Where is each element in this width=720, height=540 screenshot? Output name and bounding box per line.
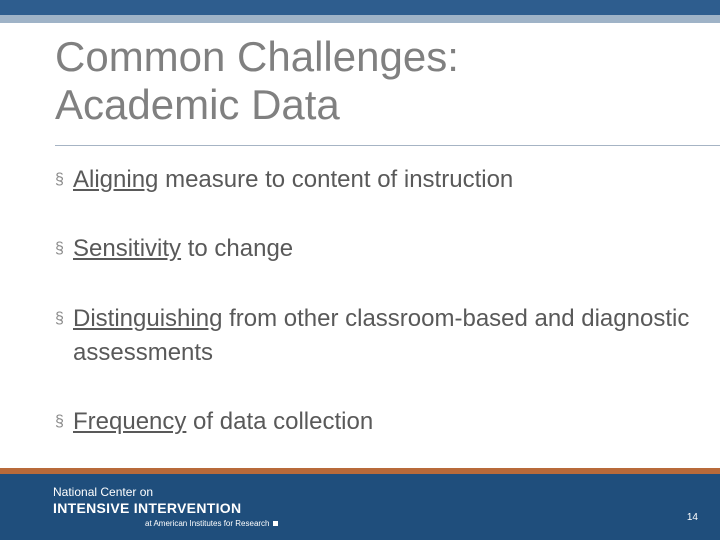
slide-title-line2: Academic Data — [55, 81, 340, 128]
logo-line1: National Center on — [53, 485, 154, 499]
bullet-keyword: Sensitivity — [73, 235, 182, 262]
bullet-sensitivity — [55, 232, 693, 266]
bullet-marker-icon: § — [55, 240, 64, 257]
top-banner-stripe — [0, 15, 720, 23]
logo-line2: INTENSIVE INTERVENTION — [53, 500, 242, 516]
page-number: 14 — [686, 512, 698, 523]
air-square-icon — [273, 521, 278, 526]
logo-line3-text: at American Institutes for Research — [145, 519, 270, 528]
title-divider — [55, 145, 720, 146]
bullet-marker-icon: § — [55, 413, 64, 430]
footer-accent-stripe — [0, 468, 720, 474]
bullet-marker-icon: § — [55, 171, 64, 188]
bullet-text: to change — [181, 235, 294, 262]
bullet-text: from other classroom-based and diagnostic assessments — [73, 305, 690, 366]
bullet-text: measure to content of instruction — [158, 166, 514, 193]
bullet-keyword: Aligning — [73, 166, 159, 193]
bullet-distinguishing — [55, 302, 693, 370]
ncii-logo — [53, 485, 278, 531]
bullet-frequency — [55, 405, 693, 439]
bullet-aligning — [55, 163, 693, 197]
logo-line3 — [145, 517, 278, 531]
bullet-text: of data collection — [186, 408, 374, 435]
slide-title — [55, 33, 675, 129]
top-banner-bar — [0, 0, 720, 15]
bullet-marker-icon: § — [55, 310, 64, 327]
bullet-keyword: Distinguishing — [73, 305, 223, 332]
bullet-keyword: Frequency — [73, 408, 187, 435]
slide-title-line1: Common Challenges: — [55, 33, 459, 80]
